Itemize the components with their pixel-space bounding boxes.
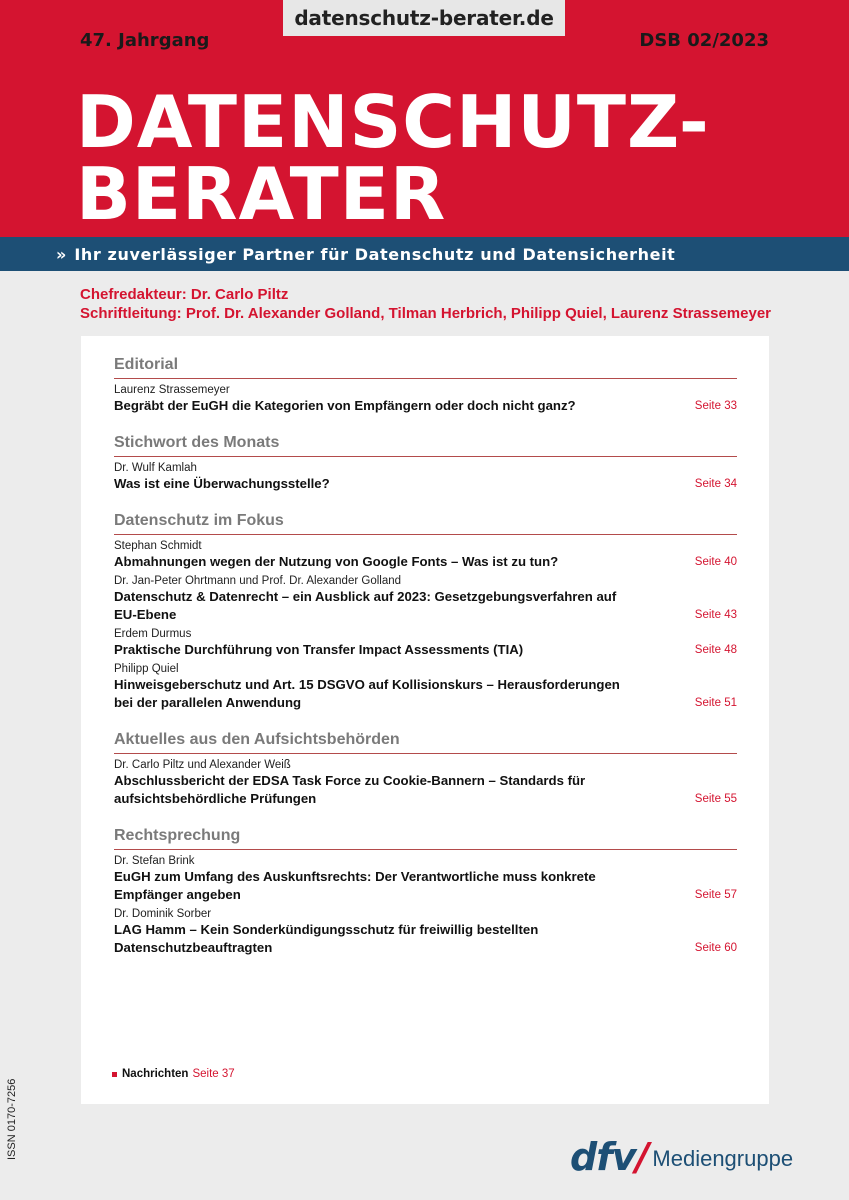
section-title: Aktuelles aus den Aufsichtsbehörden xyxy=(114,731,737,754)
entry-title[interactable]: EuGH zum Umfang des Auskunftsrechts: Der Verantwortliche muss konkrete Empfänger angeben xyxy=(114,869,596,902)
publisher-logo xyxy=(570,1135,794,1179)
entry-page[interactable]: Seite 48 xyxy=(694,644,737,656)
entry-title[interactable]: Begräbt der EuGH die Kategorien von Empfängern oder doch nicht ganz? xyxy=(114,398,576,413)
dfv-letters: dfv xyxy=(570,1135,636,1179)
website-url-box[interactable] xyxy=(283,0,565,36)
entry-page[interactable]: Seite 34 xyxy=(694,478,737,490)
entry-page[interactable]: Seite 33 xyxy=(694,400,737,412)
toc-entry[interactable] xyxy=(114,574,737,624)
editorial-board-members: Schriftleitung: Prof. Dr. Alexander Golland, Tilman Herbrich, Philipp Quiel, Laurenz Strassemeyer xyxy=(80,305,771,322)
logo-slash-icon: / xyxy=(635,1135,649,1179)
entry-page[interactable]: Seite 57 xyxy=(694,889,737,901)
entry-author: Dr. Carlo Piltz und Alexander Weiß xyxy=(114,759,291,771)
entry-title[interactable]: Hinweisgeberschutz und Art. 15 DSGVO auf Kollisionskurs – Herausforderungen bei der parallelen Anwendung xyxy=(114,677,620,710)
chief-editor: Chefredakteur: Dr. Carlo Piltz xyxy=(80,286,289,303)
title-line-1: DATENSCHUTZ- xyxy=(76,80,710,164)
entry-author: Dr. Wulf Kamlah xyxy=(114,462,197,474)
entry-title[interactable]: Abmahnungen wegen der Nutzung von Google Fonts – Was ist zu tun? xyxy=(114,554,559,569)
entry-page[interactable]: Seite 51 xyxy=(694,697,737,709)
toc-entry[interactable] xyxy=(114,539,737,571)
issue-label: DSB 02/2023 xyxy=(639,30,769,51)
entry-title[interactable]: Datenschutz & Datenrecht – ein Ausblick auf 2023: Gesetzgebungsverfahren auf EU-Ebene xyxy=(114,589,617,622)
section-title: Editorial xyxy=(114,356,737,379)
entry-page[interactable]: Seite 43 xyxy=(694,609,737,621)
news-label: Nachrichten xyxy=(122,1068,189,1080)
issn-number: ISSN 0170-7256 xyxy=(6,1078,18,1160)
volume-label: 47. Jahrgang xyxy=(80,30,210,51)
entry-author: Dr. Stefan Brink xyxy=(114,855,195,867)
toc-entry[interactable] xyxy=(114,758,737,808)
toc-section xyxy=(114,512,737,712)
publisher-group-name: Mediengruppe xyxy=(652,1146,794,1171)
section-title: Rechtsprechung xyxy=(114,827,737,850)
tagline: Ihr zuverlässiger Partner für Datenschutz und Datensicherheit xyxy=(74,244,676,264)
double-chevron-right-icon: » xyxy=(56,244,67,264)
magazine-title xyxy=(76,80,710,236)
section-title: Datenschutz im Fokus xyxy=(114,512,737,535)
dfv-logo-mark xyxy=(570,1135,649,1179)
toc-entry[interactable] xyxy=(114,383,737,415)
entry-page[interactable]: Seite 40 xyxy=(694,556,737,568)
toc-entry[interactable] xyxy=(114,907,737,957)
toc-entry[interactable] xyxy=(114,461,737,493)
news-page[interactable]: Seite 37 xyxy=(192,1068,235,1080)
news-reference[interactable] xyxy=(112,1068,235,1080)
entry-author: Laurenz Strassemeyer xyxy=(114,384,230,396)
entry-title[interactable]: Praktische Durchführung von Transfer Impact Assessments (TIA) xyxy=(114,642,524,657)
entry-author: Philipp Quiel xyxy=(114,663,179,675)
entry-author: Dr. Dominik Sorber xyxy=(114,908,212,920)
table-of-contents xyxy=(81,336,769,1104)
entry-page[interactable]: Seite 55 xyxy=(694,793,737,805)
toc-entry[interactable] xyxy=(114,627,737,659)
toc-entry[interactable] xyxy=(114,854,737,904)
tagline-band xyxy=(0,237,849,271)
entry-title[interactable]: LAG Hamm – Kein Sonderkündigungsschutz für freiwillig bestellten Datenschutzbeauftragten xyxy=(114,922,539,955)
toc-section xyxy=(114,731,737,808)
section-title: Stichwort des Monats xyxy=(114,434,737,457)
entry-author: Erdem Durmus xyxy=(114,628,192,640)
entry-page[interactable]: Seite 60 xyxy=(694,942,737,954)
toc-section xyxy=(114,356,737,415)
entry-author: Dr. Jan-Peter Ohrtmann und Prof. Dr. Alexander Golland xyxy=(114,575,402,587)
title-line-2: BERATER xyxy=(76,152,447,236)
entry-title[interactable]: Was ist eine Überwachungsstelle? xyxy=(114,476,330,491)
editorial-board xyxy=(80,285,771,323)
toc-entry[interactable] xyxy=(114,662,737,712)
website-url[interactable]: datenschutz-berater.de xyxy=(294,6,554,30)
bullet-square-icon xyxy=(112,1072,117,1077)
toc-section xyxy=(114,827,737,957)
entry-title[interactable]: Abschlussbericht der EDSA Task Force zu Cookie-Bannern – Standards für aufsichtsbehördliche Prüfungen xyxy=(114,773,586,806)
toc-section xyxy=(114,434,737,493)
entry-author: Stephan Schmidt xyxy=(114,540,202,552)
